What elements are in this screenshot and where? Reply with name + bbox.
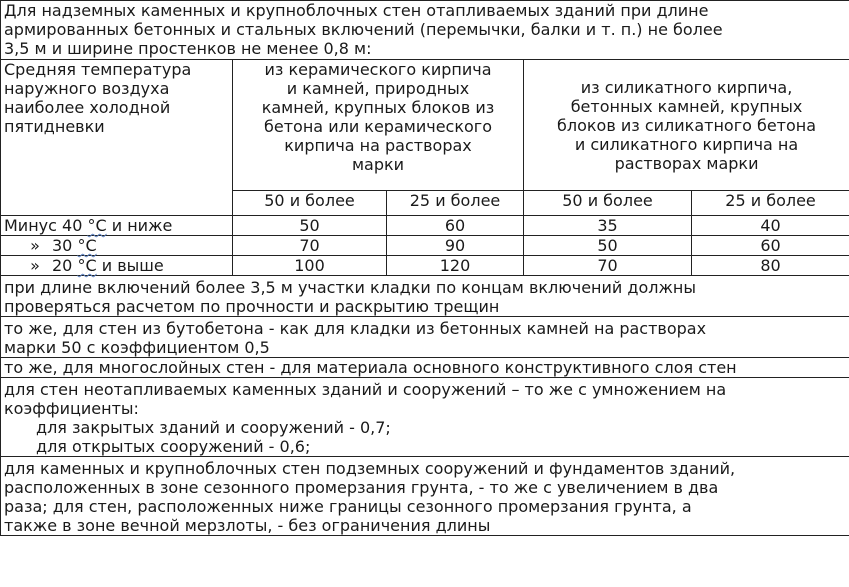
value-cell: 70: [233, 236, 387, 256]
coefficient-item: для открытых сооружений - 0,6;: [36, 437, 311, 456]
header-line: блоков из силикатного бетона: [556, 115, 817, 135]
header-line: бетона или керамического: [264, 117, 492, 136]
ditto-mark: »: [30, 256, 40, 275]
note-line: при длине включений более 3,5 м участки кладки по концам включений должны: [4, 278, 696, 297]
header-row: [1, 60, 849, 191]
temp-unit: °С: [77, 236, 97, 255]
grade-cell: 25 и более: [387, 191, 524, 216]
header-line: наружного воздуха: [4, 79, 170, 98]
value-cell: 50: [233, 216, 387, 236]
coefficient-item: для закрытых зданий и сооружений - 0,7;: [36, 418, 391, 437]
header-line: и камней, природных: [286, 79, 470, 98]
note-row: [1, 358, 849, 378]
value-cell: 70: [524, 256, 692, 276]
header-line: наиболее холодной: [4, 98, 171, 117]
table-row: [1, 236, 849, 256]
note-line: проверяться расчетом по прочности и раскрытию трещин: [4, 297, 500, 316]
note-paragraph: [1, 378, 849, 457]
value-cell: 100: [233, 256, 387, 276]
note-paragraph: [1, 317, 849, 358]
header-line: кирпича на растворах: [284, 136, 472, 155]
header-line: и силикатного кирпича на: [574, 134, 799, 154]
table-row: [1, 216, 849, 236]
temp-text: и выше: [96, 256, 164, 275]
value-cell: 60: [692, 236, 849, 256]
value-cell: 50: [524, 236, 692, 256]
grade-cell: 50 и более: [524, 191, 692, 216]
silicate-group-header: [524, 60, 849, 191]
intro-row: [1, 1, 849, 60]
header-line: растворах марки: [614, 153, 759, 173]
temperature-cell: [1, 256, 233, 276]
note-line: расположенных в зоне сезонного промерзания грунта, - то же с увеличением в два: [4, 478, 719, 497]
temp-text: и ниже: [106, 216, 173, 235]
temp-text: 20: [52, 256, 78, 275]
note-row: [1, 317, 849, 358]
intro-line: Для надземных каменных и крупноблочных стен отапливаемых зданий при длине: [4, 1, 709, 20]
header-line: марки: [351, 155, 405, 174]
temp-unit: °С: [77, 256, 97, 275]
header-line: из силикатного кирпича,: [580, 77, 793, 97]
temperature-header: [1, 60, 233, 216]
value-cell: 90: [387, 236, 524, 256]
note-paragraph: [1, 276, 849, 317]
note-line: то же, для стен из бутобетона - как для кладки из бетонных камней на растворах: [4, 319, 707, 338]
note-row: [1, 457, 849, 536]
note-line: для стен неотапливаемых каменных зданий и сооружений – то же с умножением на: [4, 380, 727, 399]
temperature-cell: [1, 216, 233, 236]
intro-paragraph: [1, 1, 849, 60]
value-cell: 40: [692, 216, 849, 236]
note-line: коэффициенты:: [4, 399, 139, 418]
temp-unit: °С: [87, 216, 107, 235]
note-line: марки 50 с коэффициентом 0,5: [4, 338, 270, 357]
value-cell: 80: [692, 256, 849, 276]
note-line: также в зоне вечной мерзлоты, - без ограничения длины: [4, 516, 491, 535]
intro-line: 3,5 м и ширине простенков не менее 0,8 м:: [4, 39, 372, 58]
header-line: камней, крупных блоков из: [261, 98, 495, 117]
intro-line: армированных бетонных и стальных включений (перемычки, балки и т. п.) не более: [4, 20, 723, 39]
value-cell: 120: [387, 256, 524, 276]
table-row: [1, 256, 849, 276]
header-line: бетонных камней, крупных: [570, 96, 803, 116]
temp-text: Минус 40: [4, 216, 88, 235]
value-cell: 60: [387, 216, 524, 236]
value-cell: 35: [524, 216, 692, 236]
grade-cell: 50 и более: [233, 191, 387, 216]
temp-text: 30: [52, 236, 78, 255]
note-paragraph: [1, 457, 849, 536]
ceramic-group-header: [233, 60, 524, 191]
ditto-mark: »: [30, 236, 40, 255]
note-paragraph: то же, для многослойных стен - для материала основного конструктивного слоя стен: [1, 358, 849, 378]
note-row: [1, 378, 849, 457]
temperature-cell: [1, 236, 233, 256]
grade-cell: 25 и более: [692, 191, 849, 216]
note-line: для каменных и крупноблочных стен подземных сооружений и фундаментов зданий,: [4, 459, 736, 478]
header-line: из керамического кирпича: [264, 60, 492, 79]
note-line: раза; для стен, расположенных ниже границы сезонного промерзания грунта, а: [4, 497, 692, 516]
header-line: Средняя температура: [4, 60, 192, 79]
header-line: пятидневки: [4, 117, 105, 136]
note-row: [1, 276, 849, 317]
